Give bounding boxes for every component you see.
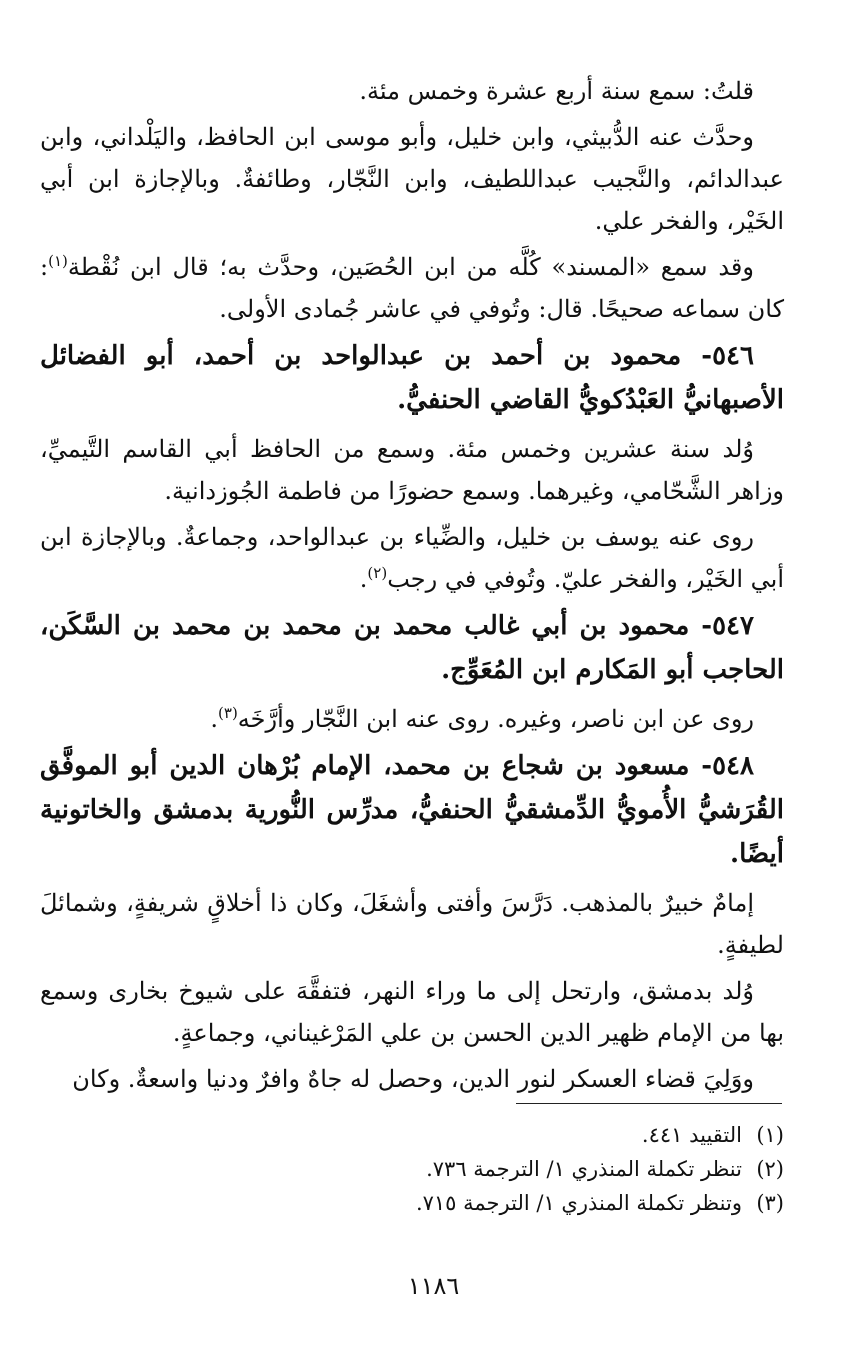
paragraph: إمامٌ خبيرٌ بالمذهب. دَرَّسَ وأفتى وأشغَلَ، وكان ذا أخلاقٍ شريفةٍ، وشمائلَ لطيفةٍ. <box>40 889 784 959</box>
footnote-number: (٢) <box>756 1157 784 1181</box>
footnote-1: (١)التقييد ٤٤١. <box>40 1118 784 1152</box>
page-body <box>40 70 784 1104</box>
footnote-number: (٣) <box>756 1191 784 1215</box>
paragraph: روى عن ابن ناصر، وغيره. روى عنه ابن النَّجّار وأرَّخَه$^{(٣)}$. <box>210 704 754 733</box>
footnote-2: (٢)تنظر تكملة المنذري ١/ الترجمة ٧٣٦. <box>40 1152 784 1186</box>
footnote-marker: (٢) <box>367 564 388 582</box>
footnote-marker: (١) <box>48 252 68 270</box>
entry-heading-548: ٥٤٨- مسعود بن شجاع بن محمد، الإمام بُرْهان الدين أبو الموفَّق القُرَشيُّ الأُمويُّ الدِّمشقيُّ الحنفيُّ، مدرِّس النُّورية بدمشق والخاتونية أيضًا. <box>40 751 784 869</box>
footnotes <box>40 1118 784 1220</box>
entry-heading-547: ٥٤٧- محمود بن أبي غالب محمد بن محمد بن محمد بن السَّكَن، الحاجب أبو المَكارم ابن المُعَوِّج. <box>40 611 784 685</box>
paragraph: وُلد سنة عشرين وخمس مئة. وسمع من الحافظ أبي القاسم التَّيميِّ، وزاهر الشَّحّامي، وغيرهما. وسمع حضورًا من فاطمة الجُوزدانية. <box>40 435 784 505</box>
paragraph: وحدَّث عنه الدُّبيثي، وابن خليل، وأبو موسى ابن الحافظ، واليَلْداني، وابن عبدالدائم، والنَّجيب عبداللطيف، وابن النَّجّار، وطائفةٌ. وبالإجازة ابن أبي الخَيْر، والفخر علي. <box>40 123 784 235</box>
footnote-marker: (٣) <box>218 704 238 722</box>
footnote-number: (١) <box>756 1123 784 1147</box>
entry-heading-546: ٥٤٦- محمود بن أحمد بن عبدالواحد بن أحمد، أبو الفضائل الأصبهانيُّ العَبْدُكويُّ القاضي الحنفيُّ. <box>40 341 784 415</box>
paragraph: ووَلِيَ قضاء العسكر لنور الدين، وحصل له جاهٌ وافرٌ ودنيا واسعةٌ. وكان <box>72 1065 754 1093</box>
footnote-divider <box>516 1103 782 1104</box>
paragraph: قلتُ: سمع سنة أربع عشرة وخمس مئة. <box>359 77 754 105</box>
page-number: ١١٨٦ <box>407 1272 460 1300</box>
footnote-3: (٣)وتنظر تكملة المنذري ١/ الترجمة ٧١٥. <box>40 1186 784 1220</box>
paragraph: وقد سمع «المسند» كُلَّه من ابن الحُصَين، وحدَّث به؛ قال ابن نُقْطة$^{(١)}$: كان سماعه صحيحًا. قال: وتُوفي في عاشر جُمادى الأولى. <box>40 252 784 323</box>
paragraph: وُلد بدمشق، وارتحل إلى ما وراء النهر، فتفقَّهَ على شيوخ بخارى وسمع بها من الإمام ظهير الدين الحسن بن علي المَرْغيناني، وجماعةٍ. <box>40 977 784 1047</box>
paragraph: روى عنه يوسف بن خليل، والضِّياء بن عبدالواحد، وجماعةٌ. وبالإجازة ابن أبي الخَيْر، والفخر عليّ. وتُوفي في رجب$^{(٢)}$. <box>40 523 784 593</box>
